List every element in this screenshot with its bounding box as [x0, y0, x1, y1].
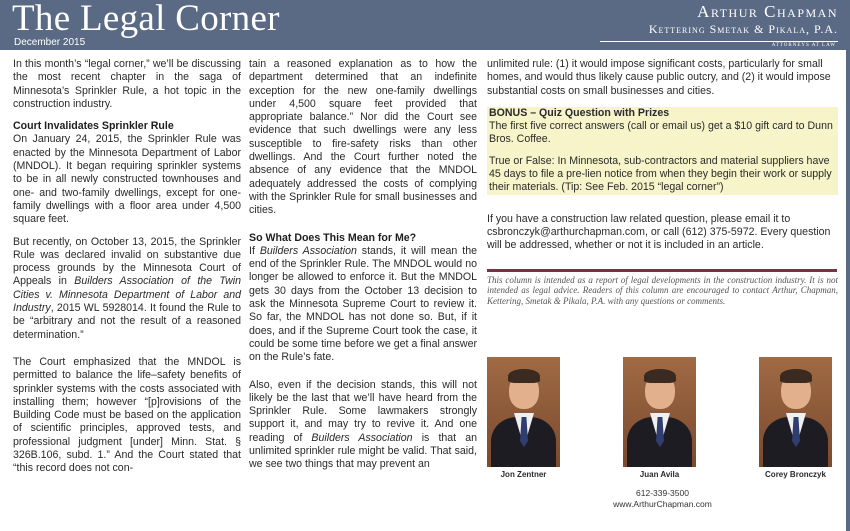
firm-divider: [600, 41, 838, 42]
attorney-photo: [487, 357, 560, 467]
bonus-title: BONUS – Quiz Question with Prizes: [489, 106, 670, 119]
attorney-card: [487, 357, 560, 479]
newsletter-title: The Legal Corner: [12, 0, 280, 39]
bonus-prize-text: The first five correct answers (call or email us) get a $10 gift card to Dunn Bros. Coffee.: [489, 120, 833, 146]
attorney-card: [759, 357, 832, 479]
column-2: [249, 58, 477, 481]
firm-partners: Kettering Smetak & Pikala, P.A.: [648, 22, 838, 36]
court-emphasis-paragraph: The Court emphasized that the MNDOL is permitted to balance the life–safety benefits of sprinkler systems with the costs associated with installing them; however “[p]rovisions of the Building Code must be based on the application of scientific principles, approved tests, and professional judgment [under] Minn. Stat. § 326B.106, subd. 1.” And the Court stated that “this record does not con-: [13, 355, 241, 475]
masthead: [0, 0, 850, 50]
invalidation-paragraph: But recently, on October 13, 2015, the Sprinkler Rule was declared invalid on substantive due process grounds by the Minnesota Court of Appeals in Builders Association of the Twin Cities v. Minnesota Department of Labor and Industry, 2015 WL 5928014. It found the Rule to be “arbitrary and not the result of a reasoned determination.”: [13, 235, 242, 341]
column-1: [13, 58, 241, 485]
meaning-paragraph: If Builders Association stands, it will mean the end of the Sprinkler Rule. The MNDOL would no longer be allowed to enforce it. But the MNDOL gets 30 days from the October 13 decision to ask the Minnesota Supreme Court to review it. So far, the MNDOL has not done so. But, if it does, and if the Supreme Court took the case, it could be some time before we get a final answer on the Rule’s fate.: [249, 244, 477, 364]
attorney-photo: [623, 357, 696, 467]
attorney-name: Jon Zentner: [500, 470, 547, 479]
column-3: [487, 58, 838, 306]
future-paragraph: Also, even if the decision stands, this will not likely be the last that we’ll have heard from the Sprinkler Rule. Some lawmakers strongly support it, and may try to revive it. And one reading of Builders Association is that an unlimited sprinkler rule might be valid. That said, we see two things that may prevent an: [249, 378, 478, 471]
ask-question-paragraph: If you have a construction law related question, please email it to csbronczyk@arthurchapman.com, or call (612) 375-5972. Every question will be addressed, whether or not it is included in an article.: [487, 212, 831, 252]
intro-paragraph: In this month’s “legal corner,” we’ll be discussing the most recent chapter in the saga of Minnesota’s Sprinkler Rule, a hot topic in the construction industry.: [13, 58, 241, 110]
section-divider: [487, 269, 837, 272]
unlimited-rule-paragraph: unlimited rule: (1) it would impose significant costs, particularly for small homes, and would thus likely cause public outcry, and (2) it would impose substantial costs on small businesses and cities.: [487, 58, 831, 97]
subhead-court-invalidates: Court Invalidates Sprinkler Rule: [13, 120, 174, 133]
enactment-paragraph: On January 24, 2015, the Sprinkler Rule was enacted by the Minnesota Department of Labor (MNDOL). It began requiring sprinkler systems to be in all newly constructed townhouses and one- and two-family dwellings, except for one-family dwellings with a floor area under 4,500 square feet.: [13, 133, 241, 226]
website-link[interactable]: www.ArthurChapman.com: [613, 498, 712, 509]
attorney-photos: [487, 357, 838, 479]
attorney-name: Juan Avila: [639, 470, 680, 479]
page-edge-bar: [846, 50, 850, 531]
phone-number: 612-339-3500: [636, 488, 689, 498]
bonus-question-text: True or False: In Minnesota, sub-contractors and material suppliers have 45 days to file a pre-lien notice from when they begin their work or supply their materials. (Tip: See Feb. 2015 “legal corner”): [489, 154, 832, 194]
subhead-what-does-this-mean: So What Does This Mean for Me?: [249, 231, 417, 244]
continued-paragraph: tain a reasoned explanation as to how the department determined that an indefinite exception for the new one-family dwellings under 4,500 square feet provided that appropriate balance.” Nor did the Court see evidence that such dwellings were any less susceptible to fire-safety risks than other dwellings. And the Court further noted the absence of any evidence that the MNDOL adequately addressed the costs of complying with the Sprinkler Rule for small businesses and cities.: [249, 58, 477, 217]
bonus-quiz-box: [487, 107, 838, 195]
firm-tagline: ATTORNEYS AT LAW: [771, 43, 836, 48]
contact-info: [487, 488, 838, 509]
case-name: Builders Association of the Twin Cities v. Minnesota Department of Labor and Industry: [13, 275, 242, 315]
disclaimer-text: This column is intended as a report of legal developments in the construction industry. It is not intended as legal advice. Readers of this column are encouraged to contact Arthur, Chapman, Kettering, Smetak & Pikala, P.A. with any questions or comments.: [487, 274, 838, 306]
issue-date: December 2015: [14, 37, 86, 48]
attorney-card: [623, 357, 696, 479]
firm-name: Arthur Chapman: [697, 2, 838, 21]
attorney-photo: [759, 357, 832, 467]
attorney-name: Corey Bronczyk: [765, 470, 826, 479]
